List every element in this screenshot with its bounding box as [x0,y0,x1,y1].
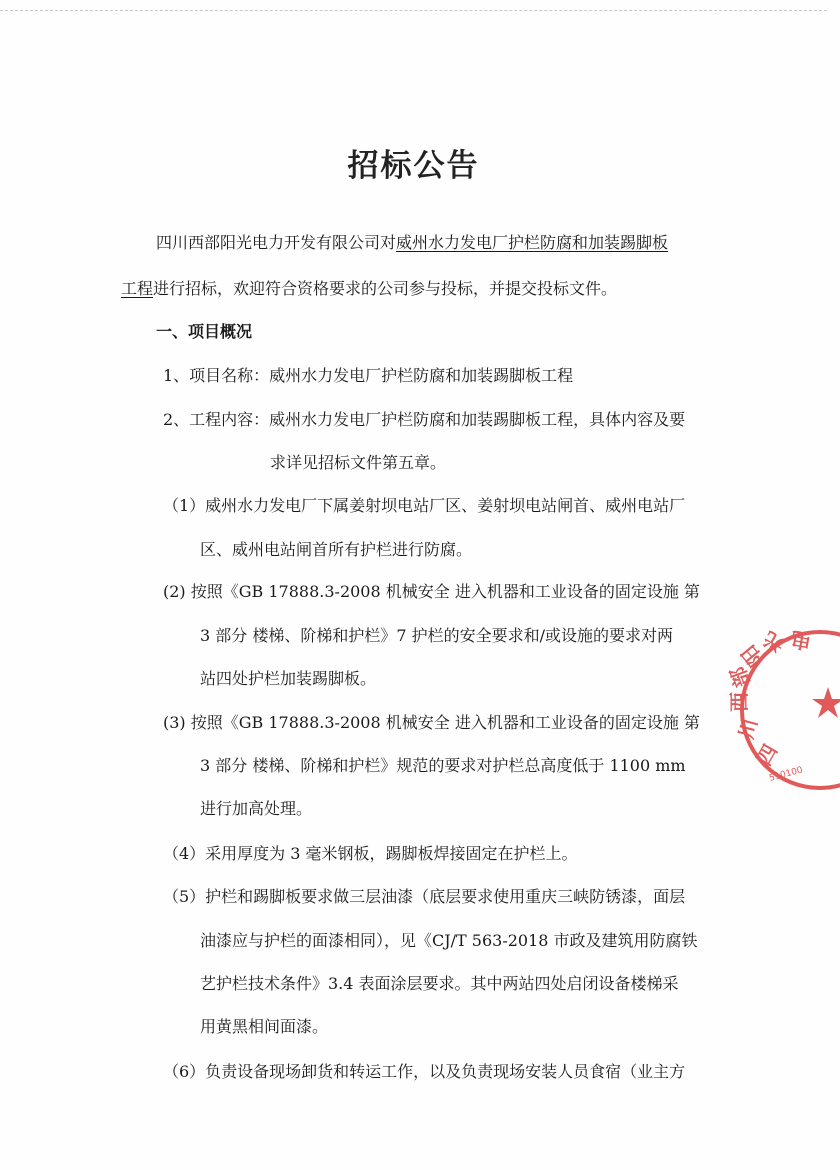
page-title: 招标公告 [347,148,480,184]
sub1-line-1: （1）威州水力发电厂下属姜射坝电站厂区、姜射坝电站闸首、威州电站厂 [163,496,686,515]
seal-char-1: 四 [751,740,783,770]
seal-char-7: 电 [789,626,813,654]
sub6-line: （6）负责设备现场卸货和转运工作，以及负责现场安装人员食宿（业主方 [163,1062,686,1081]
sub3-line-2: 3 部分 楼梯、阶梯和护栏》规范的要求对护栏总高度低于 1100 mm [200,756,686,775]
seal-char-5: 阳 [736,640,768,672]
intro-line-1 [156,231,668,255]
sub5-line-3: 艺护栏技术条件》3.4 表面涂层要求。其中两站四处启闭设备楼梯采 [200,974,679,993]
sub2-line-2: 3 部分 楼梯、阶梯和护栏》7 护栏的安全要求和/或设施的要求对两 [200,626,674,645]
sub3-line-3: 进行加高处理。 [200,799,313,818]
seal-char-6: 光 [759,626,789,658]
section-heading-overview: 一、项目概况 [156,322,253,341]
scan-top-edge [0,10,827,11]
sub4-line: （4）采用厚度为 3 毫米钢板，踢脚板焊接固定在护栏上。 [163,844,578,863]
intro-line-2 [121,277,617,301]
sub3-line-1: (3) 按照《GB 17888.3-2008 机械安全 进入机器和工业设备的固定设施 第 [163,713,700,732]
seal-star-icon [812,687,840,718]
seal-char-2: 川 [733,715,763,742]
company-seal [725,625,840,795]
item-project-name: 1、项目名称：威州水力发电厂护栏防腐和加装踢脚板工程 [163,366,574,385]
intro-company: 四川西部阳光电力开发有限公司对 [156,233,397,252]
seal-code: 510100 [768,765,804,784]
item-content-line-1: 2、工程内容：威州水力发电厂护栏防腐和加装踢脚板工程，具体内容及要 [163,410,686,429]
seal-char-3: 西 [727,692,751,712]
sub2-line-3: 站四处护栏加装踢脚板。 [200,669,377,688]
seal-char-4: 部 [725,663,755,691]
sub1-line-2: 区、威州电站闸首所有护栏进行防腐。 [200,540,473,559]
seal-stamp-icon [725,625,840,795]
item-content-line-2: 求详见招标文件第五章。 [270,453,447,472]
intro-line-2-text: 进行招标，欢迎符合资格要求的公司参与投标，并提交投标文件。 [153,279,618,298]
intro-project-name: 威州水力发电厂护栏防腐和加装踢脚板 [396,233,669,252]
sub5-line-4: 用黄黑相间面漆。 [200,1017,329,1036]
sub5-line-1: （5）护栏和踢脚板要求做三层油漆（底层要求使用重庆三峡防锈漆，面层 [163,887,686,906]
intro-project-name-end: 工程 [121,279,154,298]
sub5-line-2: 油漆应与护栏的面漆相同），见《CJ/T 563-2018 市政及建筑用防腐铁 [200,931,698,950]
sub2-line-1: (2) 按照《GB 17888.3-2008 机械安全 进入机器和工业设备的固定设施 第 [163,582,700,601]
